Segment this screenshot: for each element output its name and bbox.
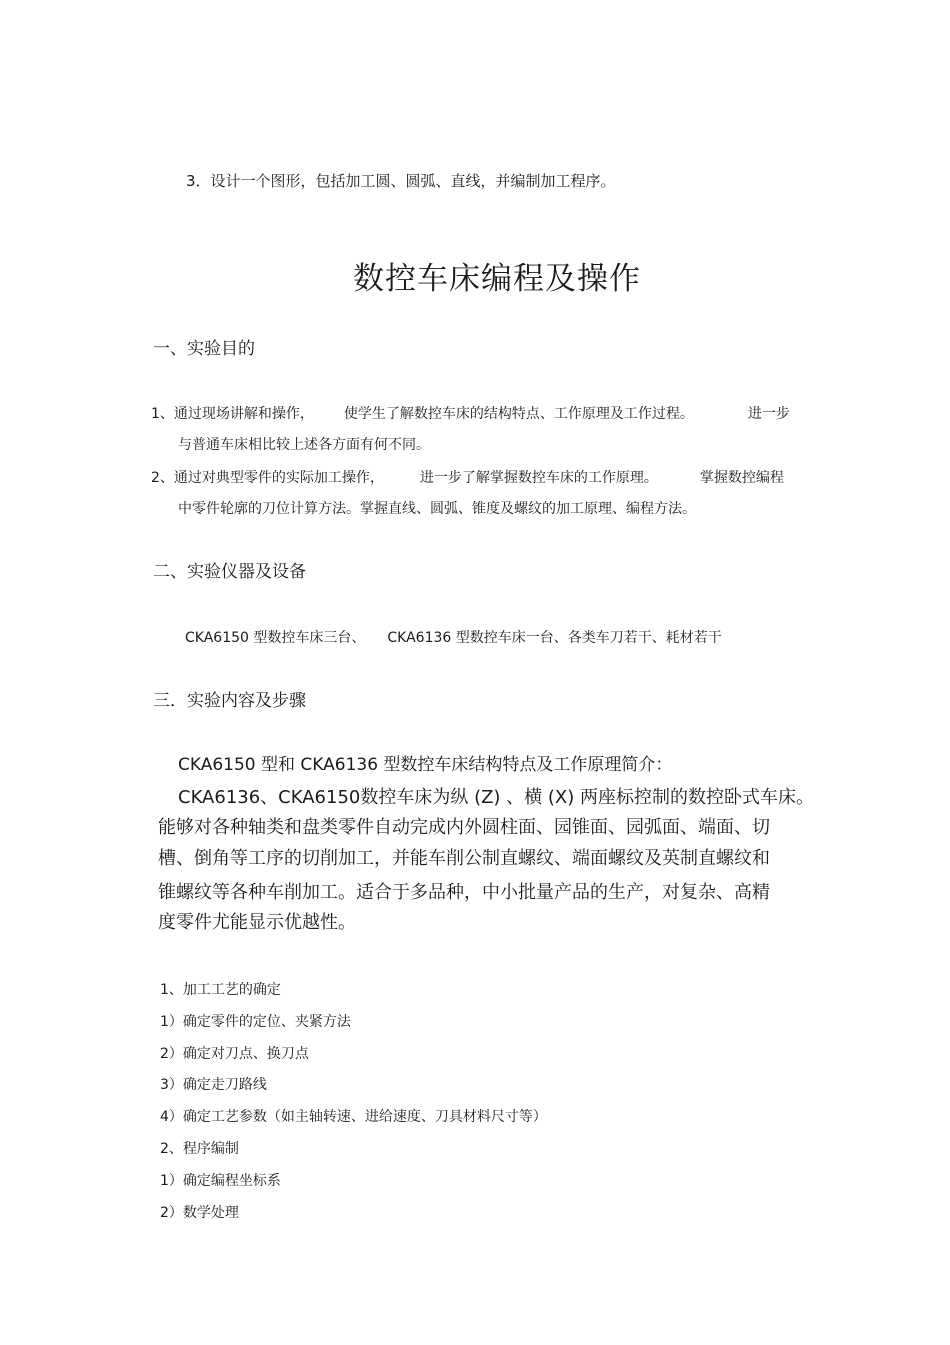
objective-item-1 [151,407,790,421]
objective-item-2 [151,471,784,485]
page-title: 数控车床编程及操作 [353,261,641,297]
step-2-2: 2）数学处理 [160,1205,239,1221]
objective-item-2-part-c: 掌握数控编程 [699,470,784,486]
objective-item-1-part-c: 进一步 [747,406,790,422]
step-1-2: 2）确定对刀点、换刀点 [160,1046,309,1062]
section-heading-1: 一、实验目的 [153,339,255,359]
objective-item-2-part-a: 2、通过对典型零件的实际加工操作， [151,470,384,486]
top-item: 3．设计一个图形，包括加工圆、圆弧、直线，并编制加工程序。 [186,172,616,190]
equipment-line [185,631,722,645]
description-line-5: 度零件尤能显示优越性。 [158,912,356,933]
description-line-2: 能够对各种轴类和盘类零件自动完成内外圆柱面、园锥面、园弧面、端面、切 [158,817,770,838]
step-1: 1、加工工艺的确定 [160,982,281,998]
equipment-part-a: CKA6150 型数控车床三台、 [185,630,366,646]
objective-item-1-part-b: 使学生了解数控车床的结构特点、工作原理及工作过程。 [343,406,694,422]
description-line-3: 槽、倒角等工序的切削加工，并能车削公制直螺纹、端面螺纹及英制直螺纹和 [158,848,770,869]
step-2-1: 1）确定编程坐标系 [160,1173,281,1189]
section-heading-3: 三．实验内容及步骤 [153,691,306,711]
description-line-4: 锥螺纹等各种车削加工。适合于多品种，中小批量产品的生产，对复杂、高精 [158,882,770,903]
description-line-1: CKA6136、CKA6150数控车床为纵 (Z) 、横 (X) 两座标控制的数控卧式车床。 [178,787,814,808]
step-1-3: 3）确定走刀路线 [160,1077,267,1093]
objective-item-2-continuation: 中零件轮廓的刀位计算方法。掌握直线、圆弧、锥度及螺纹的加工原理、编程方法。 [178,501,696,517]
step-1-1: 1）确定零件的定位、夹紧方法 [160,1014,351,1030]
objective-item-1-part-a: 1、通过现场讲解和操作， [151,406,314,422]
objective-item-1-continuation: 与普通车床相比较上述各方面有何不同。 [178,437,430,453]
section-heading-2: 二、实验仪器及设备 [153,562,306,582]
step-1-4: 4）确定工艺参数（如主轴转速、进给速度、刀具材料尺寸等） [160,1109,547,1125]
step-2: 2、程序编制 [160,1141,239,1157]
lathe-intro: CKA6150 型和 CKA6136 型数控车床结构特点及工作原理简介： [178,755,673,775]
objective-item-2-part-b: 进一步了解掌握数控车床的工作原理。 [419,470,658,486]
equipment-part-b: CKA6136 型数控车床一台、各类车刀若干、耗材若干 [387,630,722,646]
